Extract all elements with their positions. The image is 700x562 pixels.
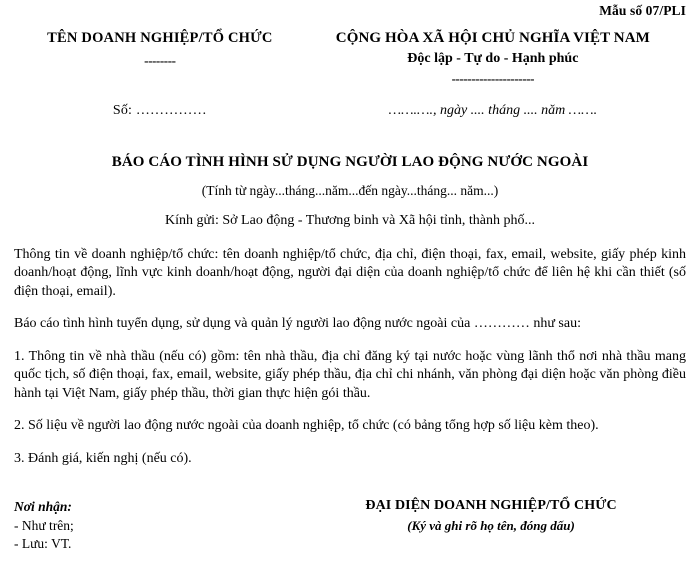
- document-title: BÁO CÁO TÌNH HÌNH SỬ DỤNG NGƯỜI LAO ĐỘNG NƯỚC NGOÀI: [111, 154, 589, 170]
- document-header: [14, 0, 686, 85]
- paragraph-item-3: 3. Đánh giá, kiến nghị (nếu có).: [14, 450, 192, 466]
- recipients-block: [14, 498, 310, 554]
- document-date-line: …….…., ngày .... tháng .... năm …….: [388, 103, 598, 118]
- recipient-item-1: - Như trên;: [14, 517, 74, 533]
- form-code-label: Mẫu số 07/PLI: [599, 3, 686, 18]
- document-subtitle: (Tính từ ngày...tháng...năm...đến ngày...tháng... năm...): [201, 183, 499, 198]
- document-meta-row: [14, 103, 686, 119]
- organization-divider: --------: [144, 54, 176, 67]
- national-motto: Độc lập - Tự do - Hạnh phúc: [407, 51, 579, 66]
- national-title: CỘNG HÒA XÃ HỘI CHỦ NGHĨA VIỆT NAM: [335, 30, 650, 46]
- recipients-title: Nơi nhận:: [14, 499, 72, 515]
- paragraph-report-intro: Báo cáo tình hình tuyển dụng, sử dụng và quản lý người lao động nước ngoài của ………… như sau:: [14, 316, 581, 332]
- paragraph-item-1: 1. Thông tin về nhà thầu (nếu có) gồm: tên nhà thầu, địa chỉ đăng ký tại nước hoặc vùng lãnh thổ nơi nhà thầu mang quốc tịch, số điện thoại, fax, email, website, giấy phép thầu, địa chỉ chi nhánh, văn phòng đại diện hoặc văn phòng điều hành tại Việt Nam, giấy phép thầu, thời gian thực hiện gói thầu.: [14, 348, 686, 401]
- signer-note: (Ký và ghi rõ họ tên, đóng dấu): [407, 518, 575, 534]
- document-number: Số: ……………: [112, 103, 207, 118]
- paragraph-enterprise-info: Thông tin về doanh nghiệp/tổ chức: tên doanh nghiệp/tổ chức, địa chỉ, điện thoại, fax, email, website, giấy phép kinh doanh/hoạt động, lĩnh vực kinh doanh/hoạt động, người đại diện của doanh nghiệp/tổ chức để liên hệ khi cần thiết (số điện thoại, email).: [14, 247, 686, 299]
- organization-name: TÊN DOANH NGHIỆP/TỔ CHỨC: [47, 30, 273, 46]
- national-header: [300, 30, 686, 85]
- document-body: [14, 246, 686, 468]
- organization-header: [14, 30, 300, 67]
- recipient-item-2: - Lưu: VT.: [14, 536, 72, 552]
- national-divider: ---------------------: [451, 72, 535, 85]
- paragraph-item-2: 2. Số liệu về người lao động nước ngoài của doanh nghiệp, tổ chức (có bảng tổng hợp số liệu kèm theo).: [14, 418, 599, 434]
- title-block: [14, 154, 686, 199]
- signer-title: ĐẠI DIỆN DOANH NGHIỆP/TỔ CHỨC: [365, 498, 617, 514]
- signer-block: [310, 498, 686, 534]
- recipient-line: Kính gửi: Sở Lao động - Thương binh và Xã hội tỉnh, thành phố...: [165, 213, 535, 228]
- signature-row: [14, 498, 686, 554]
